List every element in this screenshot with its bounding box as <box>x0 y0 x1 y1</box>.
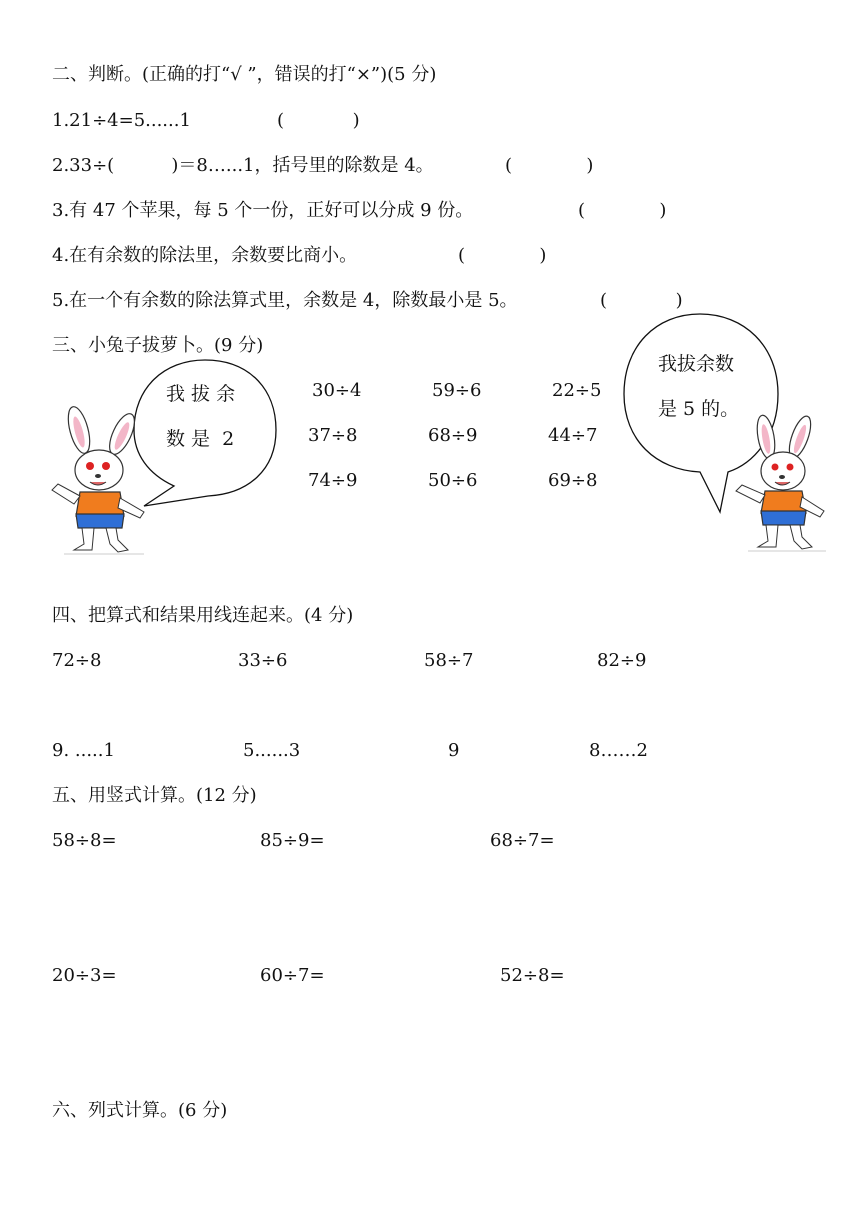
judge-item-3-answer[interactable]: ( ) <box>578 200 667 221</box>
judge-item-5-answer[interactable]: ( ) <box>600 290 683 311</box>
match-result[interactable]: 9. .....1 <box>52 740 115 761</box>
match-expression[interactable]: 33÷6 <box>238 650 288 671</box>
carrot-expression: 68÷9 <box>428 425 478 446</box>
vertical-calc-problem: 52÷8= <box>500 965 565 986</box>
section4-title: 四、把算式和结果用线连起来。(4 分) <box>52 605 354 626</box>
match-result[interactable]: 9 <box>448 740 460 761</box>
judge-item-5: 5.在一个有余数的除法算式里，余数是 4，除数最小是 5。 <box>52 290 518 311</box>
rabbit-left-illustration <box>44 408 154 558</box>
match-expression[interactable]: 58÷7 <box>424 650 474 671</box>
judge-item-4: 4.在有余数的除法里，余数要比商小。 <box>52 245 358 266</box>
vertical-calc-problem: 85÷9= <box>260 830 325 851</box>
match-result[interactable]: 5......3 <box>243 740 301 761</box>
carrot-expression: 59÷6 <box>432 380 482 401</box>
judge-item-2: 2.33÷( )＝8…...1，括号里的除数是 4。 <box>52 155 434 176</box>
carrot-expression: 22÷5 <box>552 380 602 401</box>
judge-item-4-answer[interactable]: ( ) <box>458 245 547 266</box>
carrot-expression: 69÷8 <box>548 470 598 491</box>
section6-title: 六、列式计算。(6 分) <box>52 1100 228 1121</box>
left-bubble-line-2: 数 是 2 <box>166 428 235 450</box>
section2-title: 二、判断。(正确的打“√ ”，错误的打“×”)(5 分) <box>52 64 437 85</box>
vertical-calc-problem: 58÷8= <box>52 830 117 851</box>
carrot-expression: 37÷8 <box>308 425 358 446</box>
judge-item-3: 3.有 47 个苹果，每 5 个一份，正好可以分成 9 份。 <box>52 200 474 221</box>
carrot-expression: 44÷7 <box>548 425 598 446</box>
right-bubble-line-2: 是 5 的。 <box>658 398 740 420</box>
left-bubble-line-1: 我 拔 余 <box>166 383 236 405</box>
vertical-calc-problem: 20÷3= <box>52 965 117 986</box>
section5-title: 五、用竖式计算。(12 分) <box>52 785 257 806</box>
carrot-expression: 74÷9 <box>308 470 358 491</box>
carrot-expression: 50÷6 <box>428 470 478 491</box>
right-bubble-line-1: 我拔余数 <box>658 353 735 375</box>
vertical-calc-problem: 68÷7= <box>490 830 555 851</box>
carrot-expression: 30÷4 <box>312 380 362 401</box>
judge-item-1: 1.21÷4=5......1 <box>52 110 191 131</box>
vertical-calc-problem: 60÷7= <box>260 965 325 986</box>
match-expression[interactable]: 72÷8 <box>52 650 102 671</box>
judge-item-2-answer[interactable]: ( ) <box>505 155 594 176</box>
judge-item-1-answer[interactable]: ( ) <box>277 110 360 131</box>
match-expression[interactable]: 82÷9 <box>597 650 647 671</box>
match-result[interactable]: 8……2 <box>589 740 648 761</box>
section3-title: 三、小兔子拔萝卜。(9 分) <box>52 335 264 356</box>
rabbit-right-illustration <box>730 415 830 555</box>
